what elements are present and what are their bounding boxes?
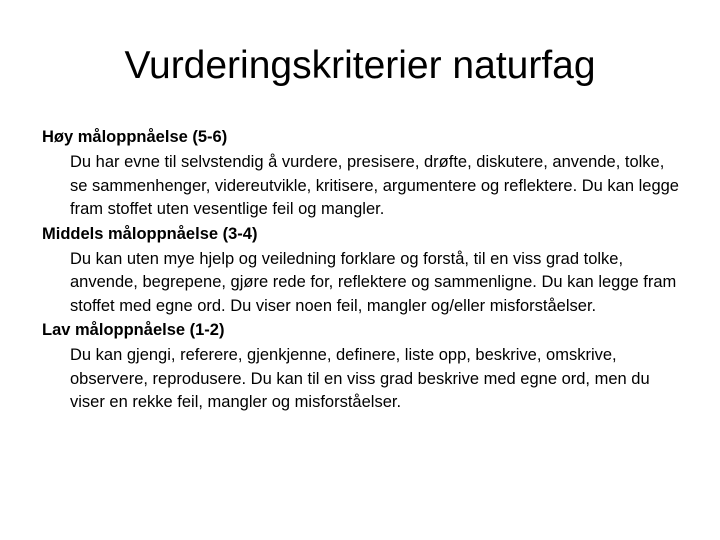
section-text: Du har evne til selvstendig å vurdere, presisere, drøfte, diskutere, anvende, tolke, se sammenhenger, videreutvikle, kritisere, argumentere og reflektere. Du kan legge fram stoffet uten vesentlige feil og mangler. — [70, 153, 679, 218]
slide-content — [42, 126, 682, 416]
criteria-section-high — [42, 126, 682, 222]
section-heading: Lav måloppnåelse (1-2) — [42, 321, 225, 339]
slide-title: Vurderingskriterier naturfag — [124, 44, 596, 87]
section-text: Du kan gjengi, referere, gjenkjenne, definere, liste opp, beskrive, omskrive, observere, reprodusere. Du kan til en viss grad beskrive med egne ord, men du viser en rekke feil, mangler og misforståelser. — [70, 346, 650, 411]
criteria-section-low — [42, 319, 682, 415]
section-heading: Middels måloppnåelse (3-4) — [42, 224, 258, 243]
section-heading: Høy måloppnåelse (5-6) — [42, 128, 228, 146]
criteria-section-medium — [42, 223, 682, 319]
section-text: Du kan uten mye hjelp og veiledning forklare og forstå, til en viss grad tolke, anvende, begrepene, gjøre rede for, reflektere og sammenligne. Du kan legge fram stoffet med egne ord. Du viser noen feil, mangler og/eller misforståelser. — [70, 249, 677, 315]
